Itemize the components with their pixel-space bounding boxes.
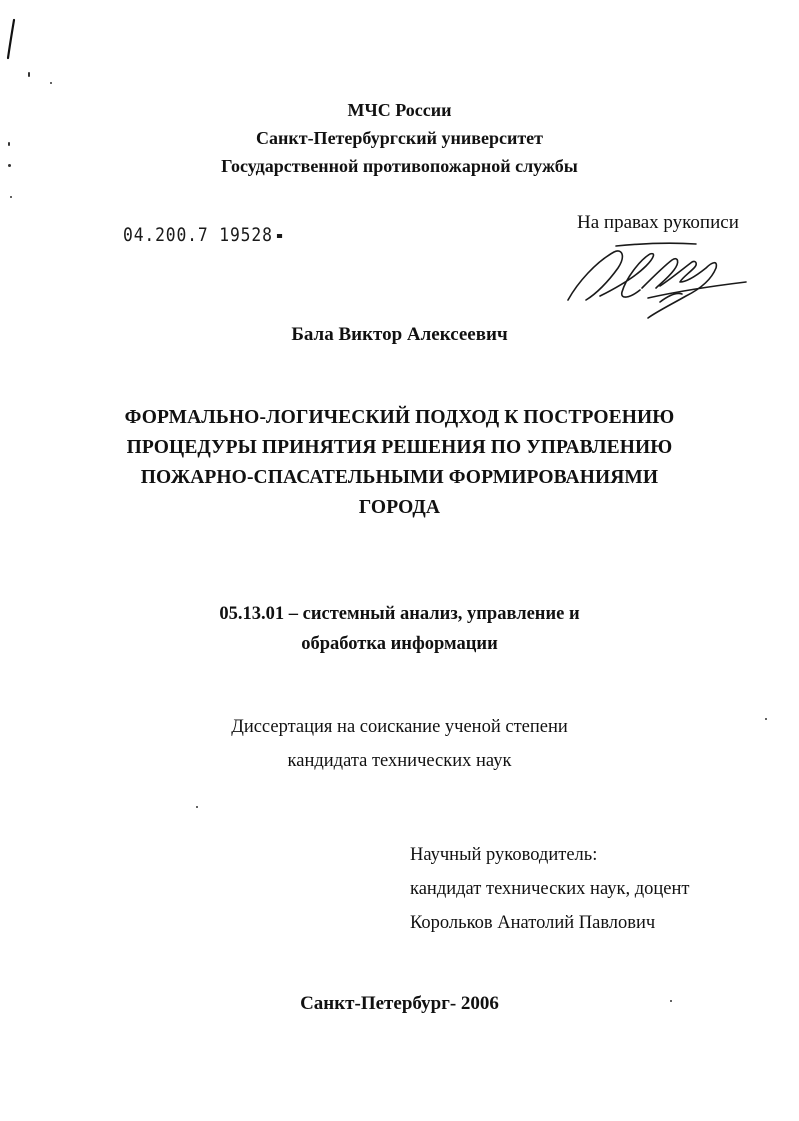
supervisor-title: кандидат технических наук, доцент: [410, 879, 690, 899]
degree-line-2: кандидата технических наук: [287, 751, 512, 771]
specialty-line-2: обработка информации: [301, 634, 498, 654]
title-line-3: ПОЖАРНО-СПАСАТЕЛЬНЫМИ ФОРМИРОВАНИЯМИ: [140, 467, 659, 488]
scan-speck: [196, 806, 198, 808]
manuscript-rights-note: На правах рукописи: [577, 212, 739, 233]
city-year: Санкт-Петербург- 2006: [300, 993, 499, 1014]
archive-number: [123, 224, 282, 246]
scan-mark-icon: [0, 0, 40, 80]
archive-dash-mark: [277, 234, 282, 238]
degree-statement: [0, 710, 799, 778]
degree-line-1: Диссертация на соискание ученой степени: [231, 717, 568, 737]
organization-header: [0, 96, 799, 180]
specialty-line-1: 05.13.01 – системный анализ, управление и: [219, 604, 580, 624]
scan-speck: [50, 82, 52, 84]
organization-line-2: Санкт-Петербургский университет: [255, 128, 543, 148]
supervisor-name: Корольков Анатолий Павлович: [410, 913, 656, 933]
scan-speck: [10, 196, 12, 198]
author-name: Бала Виктор Алексеевич: [291, 324, 508, 345]
archive-number-text: 04.200.7 19528: [123, 224, 273, 246]
scan-speck: [28, 72, 30, 77]
organization-line-1: МЧС России: [347, 100, 452, 120]
title-line-4: ГОРОДА: [358, 497, 441, 518]
handwritten-signature-icon: [556, 238, 756, 322]
title-line-1: ФОРМАЛЬНО-ЛОГИЧЕСКИЙ ПОДХОД К ПОСТРОЕНИЮ: [124, 407, 675, 428]
supervisor-label: Научный руководитель:: [410, 845, 598, 865]
dissertation-title: [0, 403, 799, 523]
title-line-2: ПРОЦЕДУРЫ ПРИНЯТИЯ РЕШЕНИЯ ПО УПРАВЛЕНИЮ: [126, 437, 673, 458]
organization-line-3: Государственной противопожарной службы: [221, 156, 578, 176]
supervisor-block: [410, 838, 689, 940]
specialty: [0, 599, 799, 659]
